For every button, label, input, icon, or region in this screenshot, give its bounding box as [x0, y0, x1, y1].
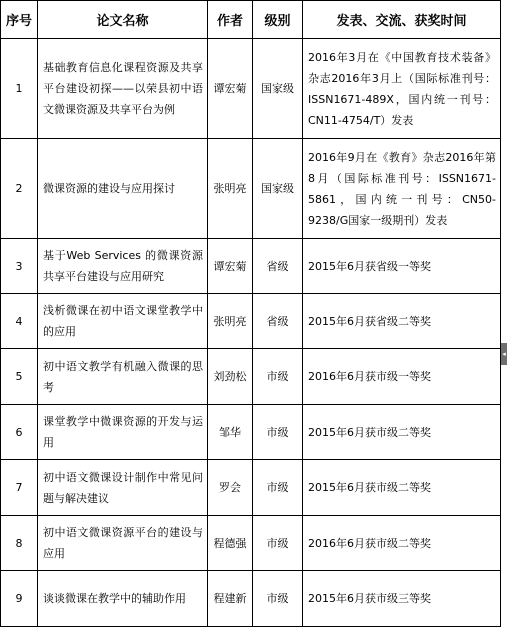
cell-title: 基础教育信息化课程资源及共享平台建设初探——以荣县初中语文微课资源及共享平台为例	[38, 39, 208, 139]
cell-no: 8	[1, 516, 38, 571]
cell-no: 1	[1, 39, 38, 139]
table-row	[1, 516, 501, 571]
cell-author: 邹华	[208, 405, 253, 460]
table-row	[1, 460, 501, 516]
cell-no: 4	[1, 294, 38, 349]
header-row	[1, 1, 501, 39]
table-row	[1, 405, 501, 460]
cell-result: 2015年6月获市级二等奖	[303, 405, 501, 460]
cell-no: 5	[1, 349, 38, 405]
cell-level: 市级	[253, 571, 303, 627]
header-author: 作者	[208, 1, 253, 39]
side-collapse-tab[interactable]	[501, 343, 507, 365]
table-header	[1, 1, 501, 39]
cell-result: 2015年6月获省级二等奖	[303, 294, 501, 349]
cell-no: 3	[1, 239, 38, 294]
cell-title: 谈谈微课在教学中的辅助作用	[38, 571, 208, 627]
table-body	[1, 39, 501, 627]
cell-result: 2016年6月获市级一等奖	[303, 349, 501, 405]
cell-author: 张明亮	[208, 139, 253, 239]
table-row	[1, 571, 501, 627]
cell-title: 基于Web Services 的微课资源共享平台建设与应用研究	[38, 239, 208, 294]
cell-author: 程德强	[208, 516, 253, 571]
cell-level: 市级	[253, 460, 303, 516]
cell-title: 初中语文微课设计制作中常见问题与解决建议	[38, 460, 208, 516]
cell-author: 刘劲松	[208, 349, 253, 405]
cell-author: 程建新	[208, 571, 253, 627]
cell-result: 2016年6月获市级二等奖	[303, 516, 501, 571]
cell-title: 浅析微课在初中语文课堂教学中的应用	[38, 294, 208, 349]
cell-author: 张明亮	[208, 294, 253, 349]
cell-result: 2015年6月获省级一等奖	[303, 239, 501, 294]
header-title: 论文名称	[38, 1, 208, 39]
cell-no: 6	[1, 405, 38, 460]
cell-no: 2	[1, 139, 38, 239]
table-row	[1, 349, 501, 405]
cell-no: 7	[1, 460, 38, 516]
table-row	[1, 294, 501, 349]
cell-level: 市级	[253, 405, 303, 460]
table-row	[1, 39, 501, 139]
cell-author: 谭宏菊	[208, 39, 253, 139]
cell-level: 市级	[253, 516, 303, 571]
table-row	[1, 139, 501, 239]
cell-no: 9	[1, 571, 38, 627]
cell-result: 2015年6月获市级三等奖	[303, 571, 501, 627]
cell-result: 2016年3月在《中国教育技术装备》杂志2016年3月上（国际标准刊号：ISSN1671-489X，国内统一刊号：CN11-4754/T）发表	[303, 39, 501, 139]
header-result: 发表、交流、获奖时间	[303, 1, 501, 39]
header-level: 级别	[253, 1, 303, 39]
cell-result: 2016年9月在《教育》杂志2016年第8月（国际标准刊号：ISSN1671-5861，国内统一刊号：CN50-9238/G国家一级期刊）发表	[303, 139, 501, 239]
cell-author: 谭宏菊	[208, 239, 253, 294]
cell-level: 省级	[253, 294, 303, 349]
cell-title: 课堂教学中微课资源的开发与运用	[38, 405, 208, 460]
cell-title: 初中语文微课资源平台的建设与应用	[38, 516, 208, 571]
cell-author: 罗会	[208, 460, 253, 516]
cell-level: 国家级	[253, 39, 303, 139]
cell-level: 省级	[253, 239, 303, 294]
header-no: 序号	[1, 1, 38, 39]
cell-result: 2015年6月获市级二等奖	[303, 460, 501, 516]
cell-level: 国家级	[253, 139, 303, 239]
arrow-left-icon: ◂	[502, 350, 506, 358]
cell-level: 市级	[253, 349, 303, 405]
cell-title: 微课资源的建设与应用探讨	[38, 139, 208, 239]
table-row	[1, 239, 501, 294]
cell-title: 初中语文教学有机融入微课的思考	[38, 349, 208, 405]
